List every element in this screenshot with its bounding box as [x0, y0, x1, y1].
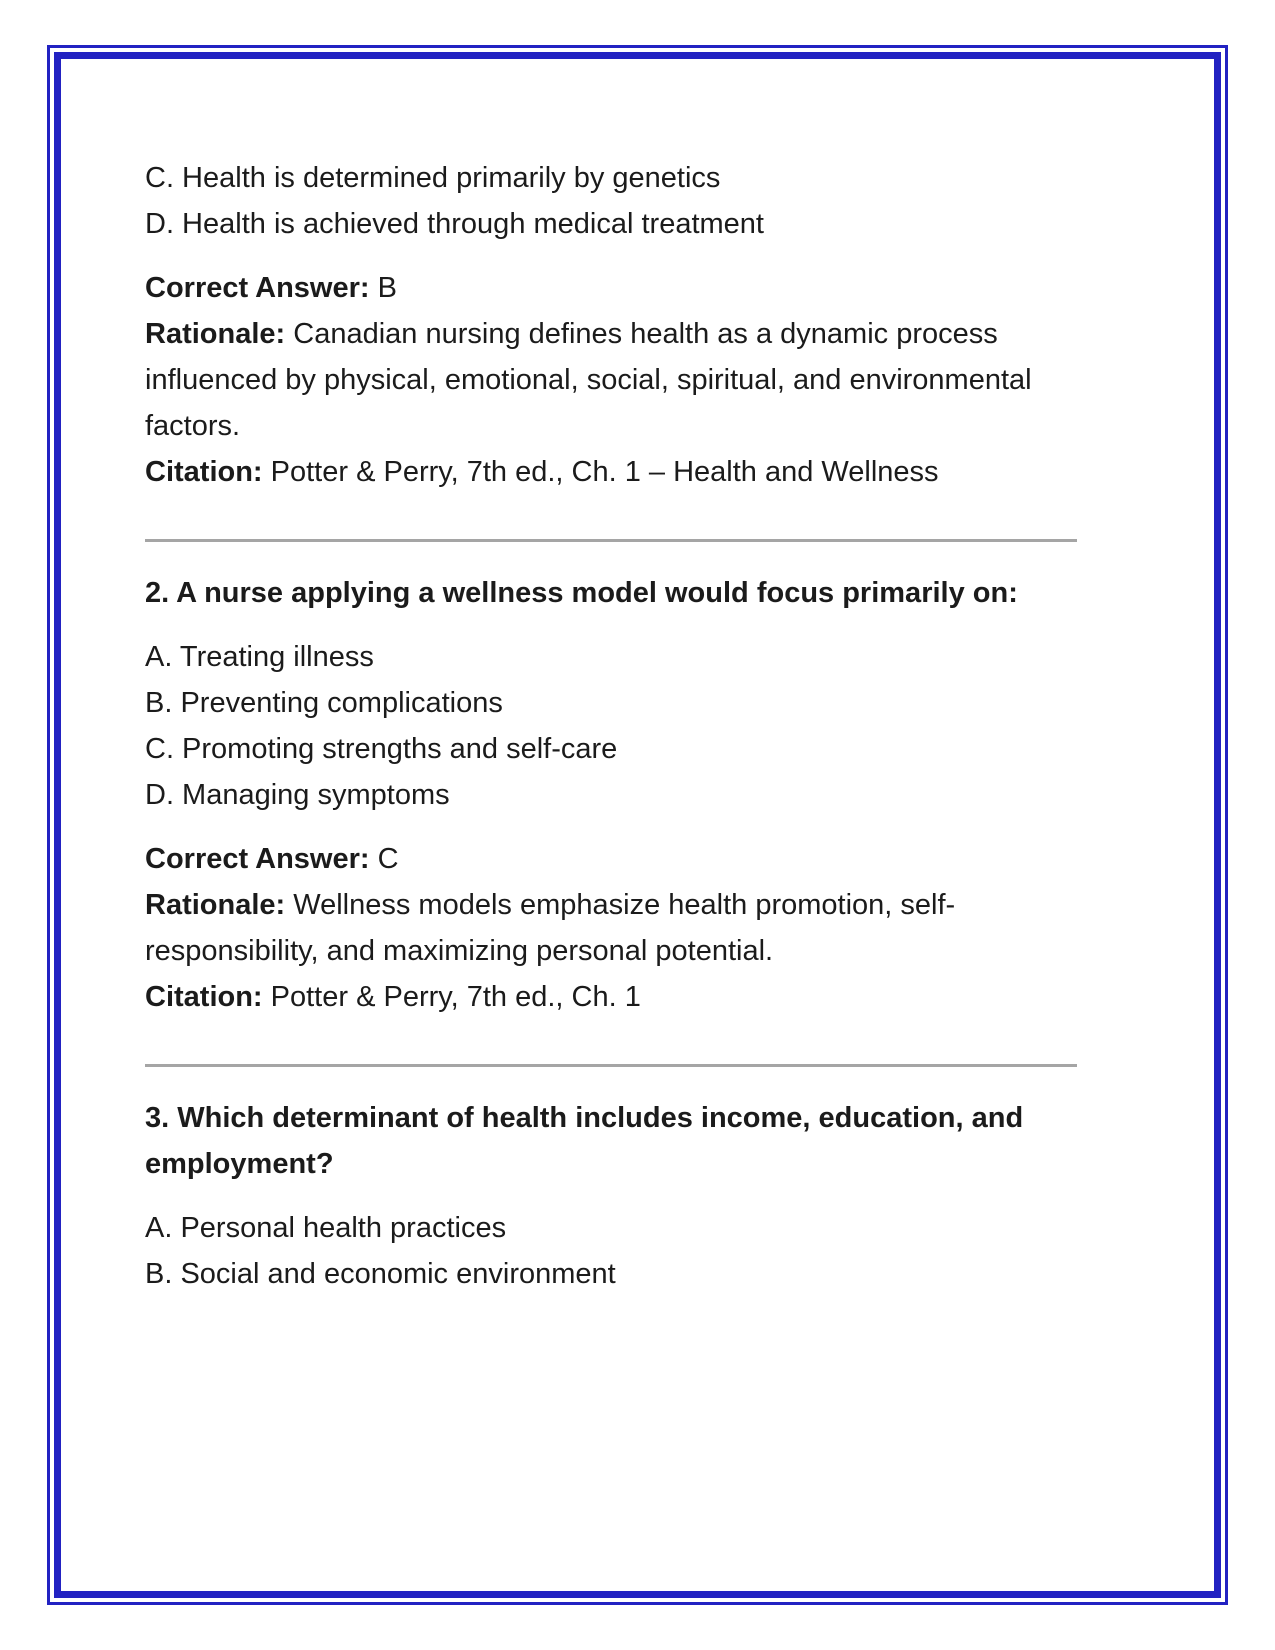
question-1-citation: [145, 449, 1077, 495]
question-2-rationale: [145, 882, 1077, 974]
question-1-block: [145, 155, 1077, 495]
correct-answer-label: Correct Answer:: [145, 843, 370, 875]
section-divider: [145, 1064, 1077, 1067]
question-2-citation: [145, 974, 1077, 1020]
question-2-option-c: C. Promoting strengths and self-care: [145, 733, 618, 765]
question-3-block: [145, 1095, 1077, 1297]
question-2-correct-answer: [145, 836, 1077, 882]
question-1-correct-answer: [145, 265, 1077, 311]
question-1-option-c: C. Health is determined primarily by genetics: [145, 162, 721, 194]
question-1-rationale: [145, 311, 1077, 449]
question-2-options: [145, 634, 1077, 818]
question-3-option-a: A. Personal health practices: [145, 1212, 507, 1244]
page-border-inner: [54, 52, 1221, 1598]
question-3-option-b: B. Social and economic environment: [145, 1258, 616, 1290]
rationale-label: Rationale:: [145, 889, 286, 921]
document-content: [61, 59, 1077, 1297]
citation-text: Potter & Perry, 7th ed., Ch. 1: [270, 981, 641, 1013]
question-2-option-a: A. Treating illness: [145, 641, 374, 673]
question-2-heading: 2. A nurse applying a wellness model would focus primarily on:: [145, 577, 1018, 609]
question-2-answer-block: [145, 836, 1077, 1020]
question-1-option-d: D. Health is achieved through medical treatment: [145, 208, 764, 240]
question-3-options: [145, 1205, 1077, 1297]
question-1-answer-block: [145, 265, 1077, 495]
correct-answer-value: C: [377, 843, 399, 875]
rationale-label: Rationale:: [145, 318, 286, 350]
question-2-option-b: B. Preventing complications: [145, 687, 503, 719]
correct-answer-value: B: [377, 272, 397, 304]
question-3-heading: 3. Which determinant of health includes income, education, and employment?: [145, 1102, 1024, 1180]
question-2-option-d: D. Managing symptoms: [145, 779, 450, 811]
citation-text: Potter & Perry, 7th ed., Ch. 1 – Health and Wellness: [270, 456, 939, 488]
question-2-block: [145, 570, 1077, 1020]
rationale-text: Canadian nursing defines health as a dynamic process influenced by physical, emotional, social, spiritual, and environmental factors.: [145, 318, 1032, 442]
question-1-options: [145, 155, 1077, 247]
citation-label: Citation:: [145, 981, 263, 1013]
citation-label: Citation:: [145, 456, 263, 488]
rationale-text: Wellness models emphasize health promotion, self-responsibility, and maximizing personal potential.: [145, 889, 956, 967]
correct-answer-label: Correct Answer:: [145, 272, 370, 304]
page-border-outer: [47, 45, 1228, 1605]
section-divider: [145, 539, 1077, 542]
